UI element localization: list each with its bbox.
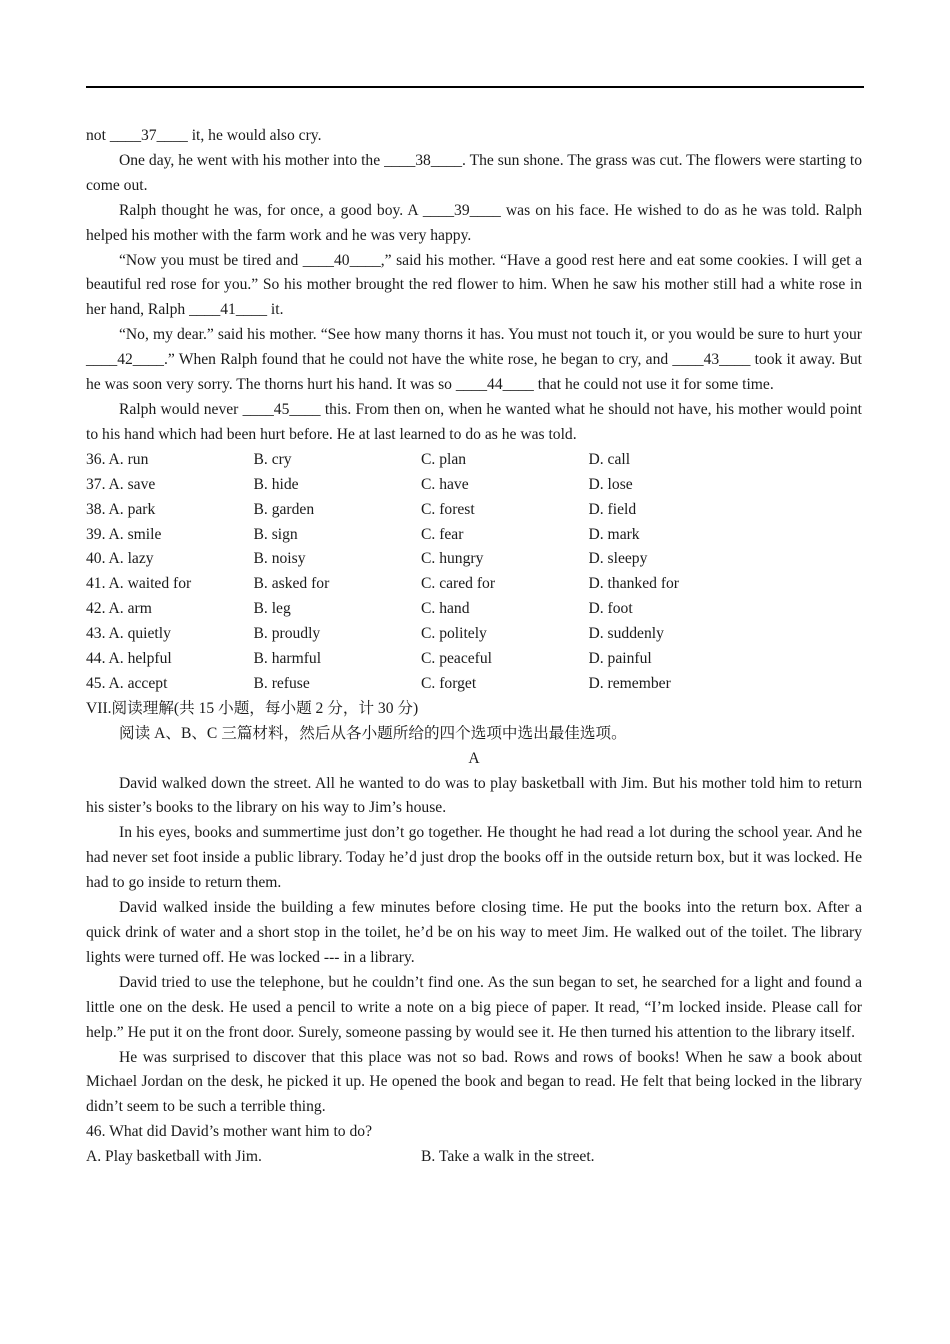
option-b: B. harmful xyxy=(253,650,322,668)
option-a: 39. A. smile xyxy=(86,525,162,543)
option-b: B. noisy xyxy=(253,550,306,568)
question-46-options xyxy=(86,1145,862,1170)
option-b: B. leg xyxy=(253,600,291,618)
option-a: 37. A. save xyxy=(86,475,156,493)
passage-paragraph: One day, he went with his mother into the ____38____. The sun shone. The grass was cut. The flowers were starting to come out. xyxy=(86,151,862,194)
option-b: B. asked for xyxy=(253,575,330,593)
option-c: C. hand xyxy=(421,600,470,618)
option-d: D. remember xyxy=(588,674,671,692)
option-d: D. sleepy xyxy=(588,550,648,568)
option-d: D. thanked for xyxy=(588,575,680,593)
option-d: D. mark xyxy=(588,525,640,543)
option-c: C. fear xyxy=(421,525,464,543)
option-c: C. peaceful xyxy=(421,650,493,668)
option-a: 42. A. arm xyxy=(86,600,152,618)
option-b: B. garden xyxy=(253,500,315,518)
cloze-question-43 xyxy=(86,622,862,647)
cloze-question-38 xyxy=(86,498,862,523)
option-b: B. proudly xyxy=(253,625,321,643)
option-d: D. painful xyxy=(588,650,652,668)
option-c: C. hungry xyxy=(421,550,484,568)
option-b: B. sign xyxy=(253,525,298,543)
passage-paragraph: “Now you must be tired and ____40____,” said his mother. “Have a good rest here and eat some cookies. I will get a beautiful red rose for you.” So his mother brought the red flower to him. When he saw his mother still had a white rose in her hand, Ralph ____41____ it. xyxy=(86,251,862,319)
option-d: D. foot xyxy=(588,600,633,618)
option-a: 45. A. accept xyxy=(86,674,168,692)
passage-paragraph: not ____37____ it, he would also cry. xyxy=(86,127,322,144)
reading-paragraph: David walked inside the building a few minutes before closing time. He put the books into the return box. After a quick drink of water and a short stop in the toilet, he’d be on his way to meet Jim. He walked out of the toilet. The library lights were turned off. He was locked --- in a library. xyxy=(86,899,862,966)
option-b: B. cry xyxy=(253,450,292,468)
option-a: 44. A. helpful xyxy=(86,650,172,668)
option-c: C. forget xyxy=(421,674,477,692)
option-a: 43. A. quietly xyxy=(86,625,171,643)
option-c: C. cared for xyxy=(421,575,496,593)
option-c: C. politely xyxy=(421,625,487,643)
option-d: D. call xyxy=(588,450,631,468)
cloze-question-36 xyxy=(86,448,862,473)
option-c: C. forest xyxy=(421,500,475,518)
section-heading: VII.阅读理解(共 15 小题，每小题 2 分，计 30 分) xyxy=(86,699,419,717)
cloze-question-44 xyxy=(86,647,862,672)
cloze-question-37 xyxy=(86,473,862,498)
reading-paragraph: In his eyes, books and summertime just don’t go together. He thought he had read a lot during the school year. And he had never set foot inside a public library. Today he’d just drop the books off in the outside return box, but it was locked. He had to go inside to return them. xyxy=(86,824,862,892)
cloze-question-42 xyxy=(86,597,862,622)
option-d: D. field xyxy=(588,500,637,518)
option-b: B. hide xyxy=(253,475,299,493)
passage-paragraph: Ralph would never ____45____ this. From then on, when he wanted what he should not have, his mother would point to his hand which had been hurt before. He at last learned to do as he was told. xyxy=(86,400,862,443)
option-a: 40. A. lazy xyxy=(86,550,154,568)
option-a: 36. A. run xyxy=(86,450,149,468)
passage-paragraph: “No, my dear.” said his mother. “See how many thorns it has. You must not touch it, or you would be sure to hurt your ____42____.” When Ralph found that he could not have the white rose, he began to cry, and ____43____ took it away. But he was soon very sorry. The thorns hurt his hand. It was so ____44____ that he could not use it for some time. xyxy=(86,326,862,394)
reading-paragraph: David walked down the street. All he wanted to do was to play basketball with Jim. But his mother told him to return his sister’s books to the library on his way to Jim’s house. xyxy=(86,774,862,817)
page-content xyxy=(86,124,862,1170)
option-c: C. have xyxy=(421,475,469,493)
reading-paragraph: David tried to use the telephone, but he couldn’t find one. As the sun began to set, he searched for a light and found a little one on the desk. He used a pencil to write a note on a big piece of paper. It read, “I’m locked inside. Please call for help.” He put it on the front door. Surely, someone passing by would see it. He then turned his attention to the library itself. xyxy=(86,973,862,1041)
cloze-question-41 xyxy=(86,572,862,597)
cloze-question-39 xyxy=(86,523,862,548)
option-b: B. Take a walk in the street. xyxy=(421,1148,595,1166)
option-d: D. lose xyxy=(588,475,633,493)
header-rule xyxy=(86,86,864,88)
question-46-stem: 46. What did David’s mother want him to do? xyxy=(86,1123,372,1141)
section-instruction: 阅读 A、B、C 三篇材料，然后从各小题所给的四个选项中选出最佳选项。 xyxy=(119,724,627,742)
option-b: B. refuse xyxy=(253,674,310,692)
reading-paragraph: He was surprised to discover that this place was not so bad. Rows and rows of books! When he saw a book about Michael Jordan on the desk, he picked it up. He opened the book and began to read. He felt that being locked in the library didn’t seem to be such a terrible thing. xyxy=(86,1048,862,1116)
option-a: 38. A. park xyxy=(86,500,156,518)
option-c: C. plan xyxy=(421,450,467,468)
option-d: D. suddenly xyxy=(588,625,664,643)
option-a: 41. A. waited for xyxy=(86,575,192,593)
passage-label: A xyxy=(468,749,480,767)
option-a: A. Play basketball with Jim. xyxy=(86,1148,262,1166)
passage-paragraph: Ralph thought he was, for once, a good boy. A ____39____ was on his face. He wished to do as he was told. Ralph helped his mother with the farm work and he was very happy. xyxy=(86,201,862,244)
cloze-question-40 xyxy=(86,547,862,572)
cloze-question-45 xyxy=(86,672,862,697)
